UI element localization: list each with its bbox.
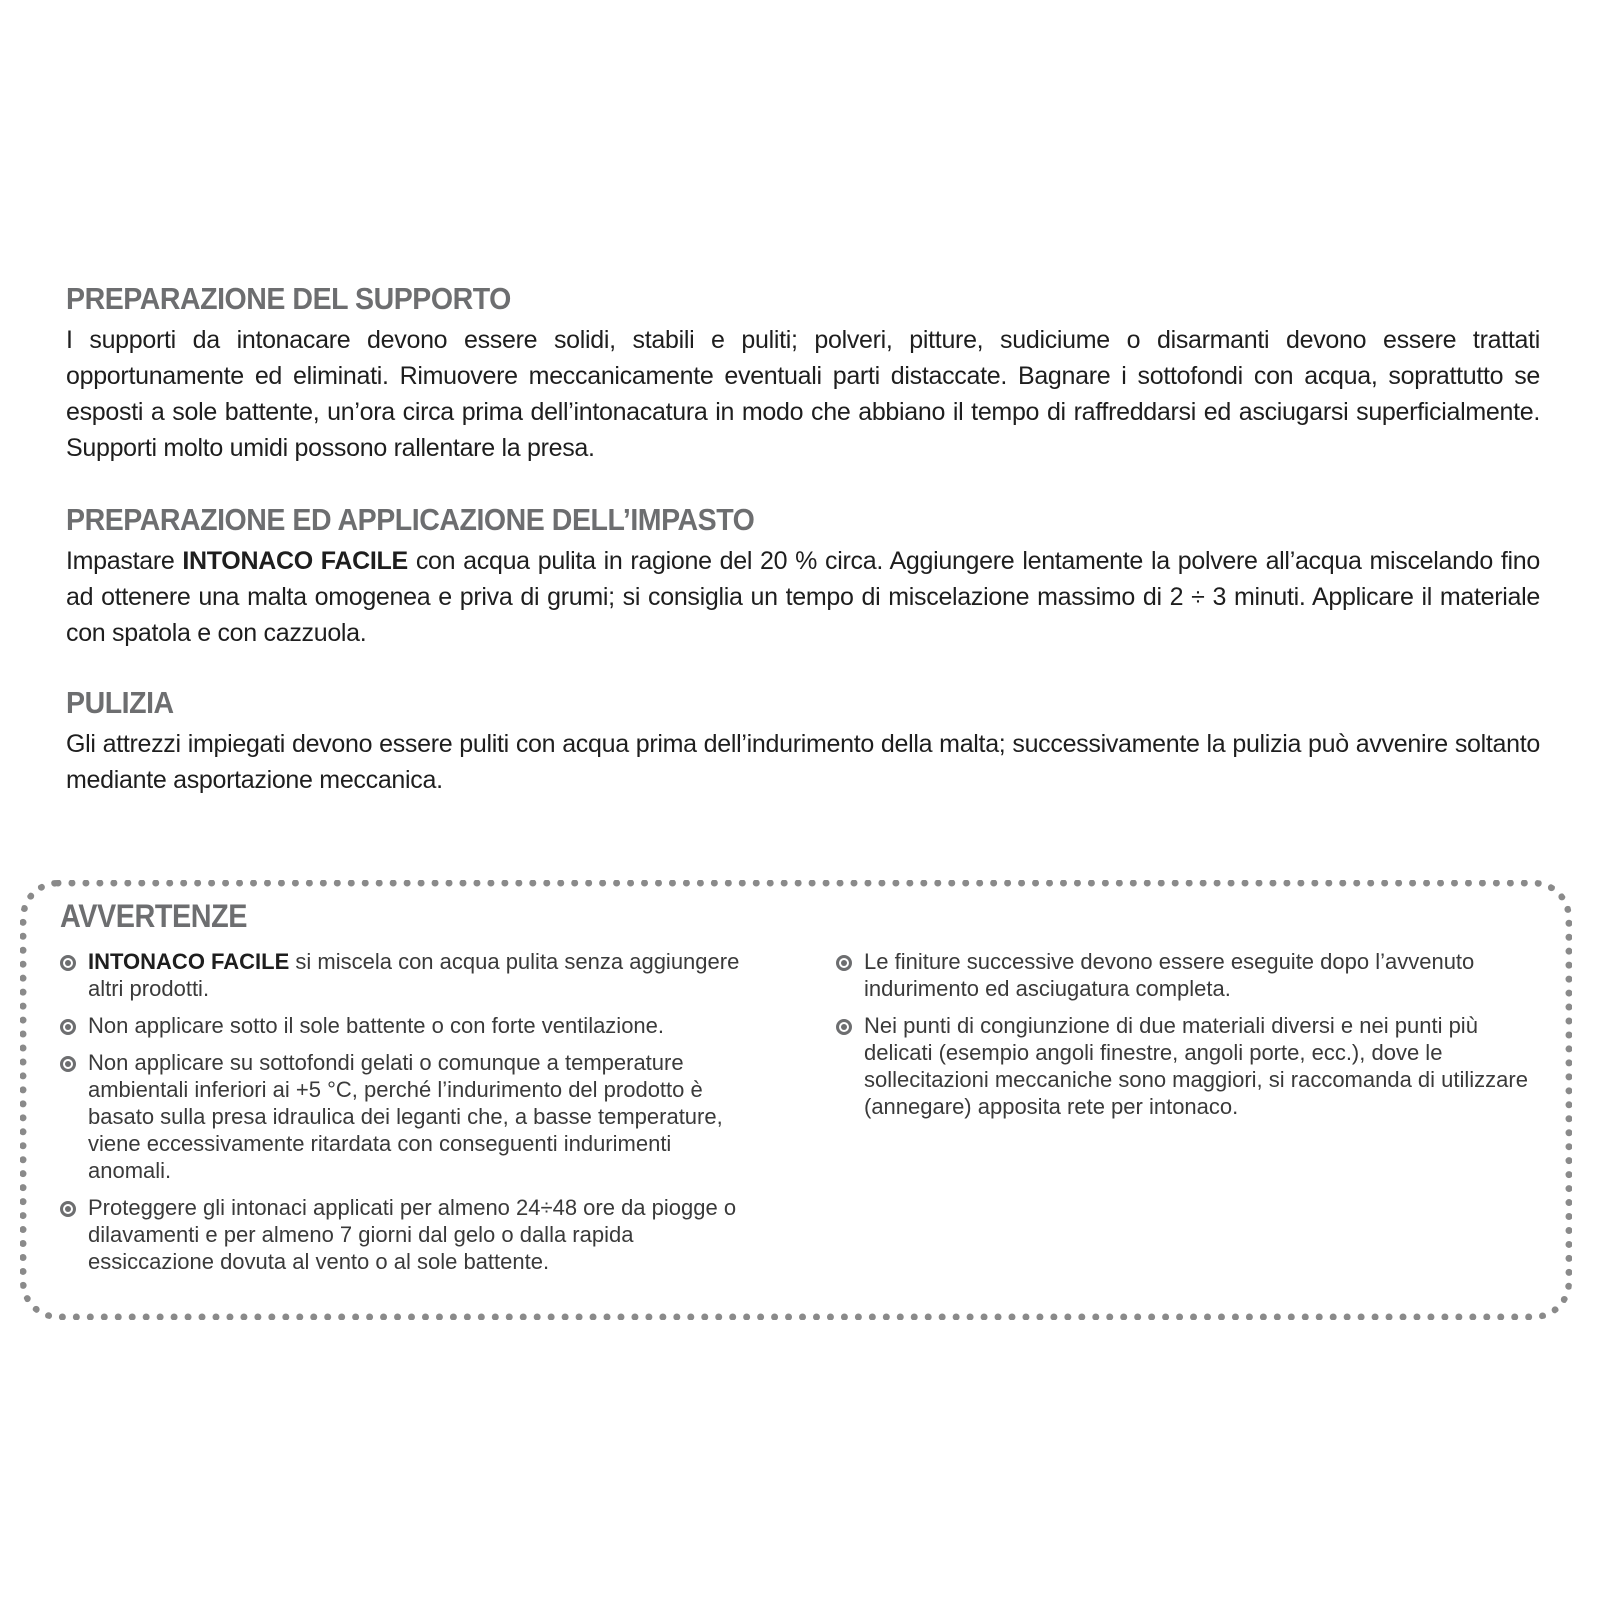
- section-title: PREPARAZIONE DEL SUPPORTO: [66, 281, 511, 316]
- section-title: PULIZIA: [66, 685, 174, 720]
- body-suffix: con acqua pulita in ragione del 20 % circa. Aggiungere lentamente la polvere all’acqua miscelando fino ad ottenere una malta omogenea e priva di grumi; si consiglia un tempo di miscelazione massimo di 2 ÷ 3 minuti. Applicare il materiale con spatola e con cazzuola.: [66, 547, 1540, 647]
- warning-text: Le finiture successive devono essere eseguite dopo l’avvenuto indurimento ed asciugatura completa.: [864, 949, 1475, 1001]
- warnings-title: AVVERTENZE: [60, 898, 247, 934]
- warning-item: [60, 1049, 760, 1184]
- section-preparazione-impasto: [66, 501, 1540, 651]
- warning-text: Non applicare sotto il sole battente o con forte ventilazione.: [88, 1013, 665, 1038]
- bullet-icon: [836, 955, 852, 971]
- section-preparazione-supporto: [66, 280, 1540, 466]
- warning-text: Non applicare su sottofondi gelati o comunque a temperature ambientali inferiori ai +5 °C, perché l’indurimento del prodotto è basato sulla presa idraulica dei leganti che, a basse temperature, viene eccessivamente ritardata con conseguenti indurimenti anomali.: [88, 1050, 723, 1183]
- bullet-icon: [836, 1019, 852, 1035]
- product-name: INTONACO FACILE: [88, 949, 290, 974]
- body-prefix: Impastare: [66, 547, 183, 575]
- bullet-icon: [60, 955, 76, 971]
- section-body: Gli attrezzi impiegati devono essere puliti con acqua prima dell’indurimento della malta; successivamente la pulizia può avvenire soltanto mediante asportazione meccanica.: [66, 730, 1540, 794]
- warning-text: si miscela con acqua pulita senza aggiungere altri prodotti.: [88, 949, 740, 1001]
- section-body: I supporti da intonacare devono essere solidi, stabili e puliti; polveri, pitture, sudiciume o disarmanti devono essere trattati opportunamente ed eliminati. Rimuovere meccanicamente eventuali parti distaccate. Bagnare i sottofondi con acqua, soprattutto se esposti a sole battente, un’ora circa prima dell’intonacatura in modo che abbiano il tempo di raffreddarsi ed asciugarsi superficialmente. Supporti molto umidi possono rallentare la presa.: [66, 326, 1540, 462]
- warning-item: [60, 1012, 760, 1039]
- bullet-icon: [60, 1056, 76, 1072]
- bullet-icon: [60, 1019, 76, 1035]
- product-name: INTONACO FACILE: [182, 547, 408, 575]
- warnings-list-left: [60, 948, 760, 1285]
- section-pulizia: [66, 684, 1540, 798]
- warning-item: [60, 1194, 760, 1275]
- warnings-list-right: [836, 948, 1540, 1130]
- warning-item: [836, 1012, 1540, 1120]
- warning-text: Proteggere gli intonaci applicati per almeno 24÷48 ore da piogge o dilavamenti e per almeno 7 giorni dal gelo o dalla rapida essiccazione dovuta al vento o al sole battente.: [88, 1195, 737, 1274]
- warning-text: Nei punti di congiunzione di due materiali diversi e nei punti più delicati (esempio angoli finestre, angoli porte, ecc.), dove le sollecitazioni meccaniche sono maggiori, si raccomanda di utilizzare (annegare) apposita rete per intonaco.: [864, 1013, 1528, 1119]
- warning-item: [60, 948, 760, 1002]
- bullet-icon: [60, 1201, 76, 1217]
- warning-item: [836, 948, 1540, 1002]
- section-body: [66, 543, 1540, 651]
- section-title: PREPARAZIONE ED APPLICAZIONE DELL’IMPASTO: [66, 502, 755, 537]
